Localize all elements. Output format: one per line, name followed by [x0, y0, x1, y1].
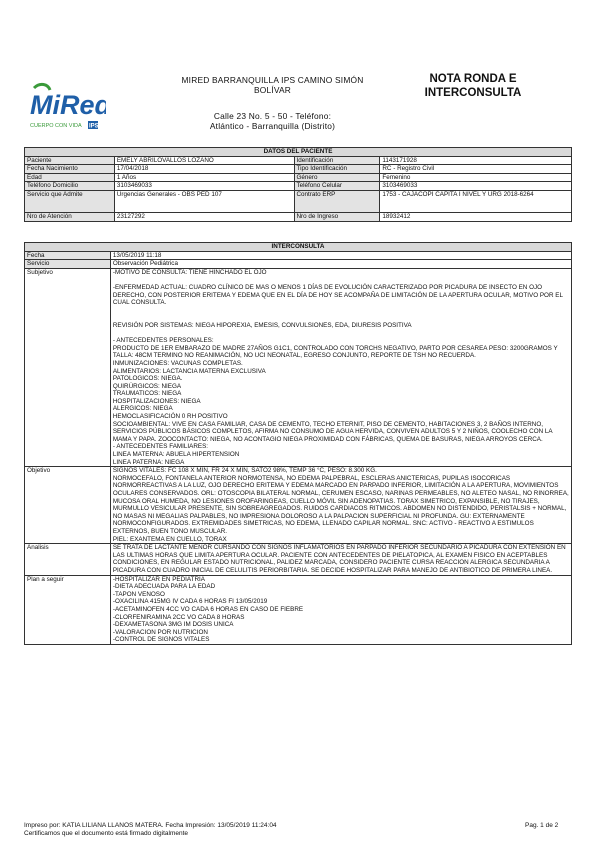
analisis-block [110, 544, 571, 575]
subjetivo-text [113, 269, 569, 466]
svg-text:MiRed: MiRed [30, 90, 106, 120]
text-line: PRODUCTO DE 1ER EMBARAZO DE MADRE 27AÑOS G1C1, CONTROLADO CON TORCHS NEGATIVO, PARTO POR CESAREA PESO: 3200GRAMOS Y TALLA: 48CM TERMINO NO REANIMACIÓN, NO UCI NEONATAL, EGRESO CONJUNTO, REPORTE DE TSH NO RECUERDA. [112, 344, 560, 360]
text-line [113, 307, 569, 315]
text-line: HOSPITALIZACIONES: NIEGA [112, 397, 201, 405]
text-line: TRAUMATICOS: NIEGA [112, 390, 182, 398]
label-analisis: Analisis [25, 544, 111, 575]
text-line: PIEL: EXANTEMA EN CUELLO, TORAX [112, 535, 227, 543]
text-line: INMUNIZACIONES: VACUNAS COMPLETAS. [112, 359, 243, 367]
text-line: -TAPON VENOSO [112, 590, 165, 598]
label-objetivo: Objetivo [25, 467, 111, 544]
text-line: SE TRATA DE LACTANTE MENOR CURSANDO CON SIGNOS INFLAMATORIOS EN PARPADO INFERIOR SECUNDARIO A PICADURA CON EXTENSIÓN EN LAS ULTIMAS HORAS QUE LIMITA APERTURA OCULAR. PACIENTE CON ANTECEDENTES DE PIELATOPICA, AL EXAMEN FISICO EN ACEPTABLES CONDICIONES, EN REGULAR ESTADO NUTRICIONAL, PALIDEZ MARCADA, CONSIDERO PACIENTE CURSA REACCION ALERGICA SECUNDARIA A PICADURA CON CUADRO INICIAL DE CELULITIS PERIORBITARIA. SE DECIDE HOSPITALIZAR PARA MANEJO DE ANTIBIOTICO DE PRIMERA LINEA. [112, 544, 568, 574]
value-telefono-celular: 3103469033 [380, 182, 572, 191]
value-tipo-identificacion: RC - Registro Civil [380, 165, 572, 174]
text-line: - ANTECEDENTES FAMILIARES: [112, 443, 209, 451]
text-line: LINEA MATERNA: ABUELA HIPERTENSION [112, 451, 240, 459]
patient-table [24, 147, 572, 222]
text-line [113, 314, 569, 322]
text-line: -HOSPITALIZAR EN PEDIATRIA [112, 575, 205, 583]
text-line: HEMOCLASIFICACIÓN 0 RH POSITIVO [112, 413, 228, 421]
text-line [113, 276, 569, 284]
value-telefono-domicilio: 3103469033 [114, 182, 294, 191]
provider-name [165, 75, 380, 96]
text-line: -CONTROL DE SIGNOS VITALES [112, 636, 210, 644]
provider-line-1: MIRED BARRANQUILLA IPS CAMINO SIMÓN [181, 75, 364, 85]
label-contrato-erp: Contrato ERP [294, 190, 380, 212]
text-line [113, 330, 569, 338]
interconsulta-section-title: INTERCONSULTA [25, 243, 572, 252]
value-servicio-admite: Urgencias Generales - OBS PED 107 [114, 190, 294, 212]
text-line: -DIETA ADECUADA PARA LA EDAD [112, 583, 216, 591]
value-edad: 1 Años [114, 173, 294, 182]
address-line-1: Calle 23 No. 5 - 50 - Teléfono: [213, 111, 332, 121]
text-line: -VALORACION POR NUTRICION [112, 628, 208, 636]
objetivo-text [113, 467, 569, 543]
svg-text:CUERPO CON VIDA: CUERPO CON VIDA [30, 123, 82, 129]
label-paciente: Paciente [25, 156, 115, 165]
text-line: LINEA PATERNA: NIEGA [112, 458, 185, 466]
page-number: Pag. 1 de 2 [525, 822, 559, 829]
label-nro-atencion: Nro de Atención [25, 212, 115, 221]
label-servicio-admite: Servicio que Admite [25, 190, 115, 212]
text-line: -MOTIVO DE CONSULTA: TIENE HINCHADO EL OJO [112, 268, 267, 276]
value-genero: Femenino [380, 173, 572, 182]
document-title [393, 73, 553, 100]
provider-address [165, 111, 380, 132]
text-line: ALERGICOS: NIEGA [112, 405, 173, 413]
label-edad: Edad [25, 173, 115, 182]
address-line-2: Atlántico - Barranquilla (Distrito) [209, 121, 336, 132]
plan-text [113, 576, 569, 644]
svg-text:IPS: IPS [89, 123, 99, 130]
label-subjetivo: Subjetivo [25, 268, 111, 466]
value-nro-ingreso: 18932412 [380, 212, 572, 221]
value-paciente: EMELY ABRILOVALLOS LOZANO [114, 156, 294, 165]
text-line: ALIMENTARIOS: LACTANCIA MATERNA EXCLUSIVA [112, 367, 266, 375]
label-genero: Género [294, 173, 380, 182]
value-servicio: Observación Pediátrica [110, 260, 571, 269]
analisis-text [113, 544, 569, 574]
text-line: -OXACILINA 415MG IV CADA 6 HORAS FI 13/05/2019 [112, 598, 268, 606]
text-line: REVISIÓN POR SISTEMAS: NIEGA HIPOREXIA, EMESIS, CONVULSIONES, EDA, DIURESIS POSITIVA [112, 321, 412, 329]
value-nro-atencion: 23127292 [114, 212, 294, 221]
label-identificacion: Identificación [294, 156, 380, 165]
patient-section-title: DATOS DEL PACIENTE [25, 148, 572, 157]
label-plan: Plan a seguir [25, 575, 111, 644]
footer-certification: Certificamos que el documento está firmado digitalmente [24, 829, 189, 837]
text-line: QUIRÚRGICOS: NIEGA [112, 382, 182, 390]
mired-logo [28, 80, 106, 142]
text-line: -DEXAMETASONA 3MG IM DOSIS UNICA [112, 621, 234, 629]
text-line: - ANTECEDENTES PERSONALES: [112, 337, 214, 345]
value-contrato-erp: 1753 - CAJACOPI CAPITA I NIVEL Y URG 2018-6264 [380, 190, 572, 212]
text-line: SOCIOAMBIENTAL: VIVE EN CASA FAMILIAR, CASA DE CEMENTO, TECHO ETERNIT, PISO DE CEMENTO, HABITACIONES 3, 2 BAÑOS INTERNO, SERVICIOS PÚBLICOS BÁSICOS COMPLETOS, AFIRMA NO CONSUMO DE AGUA HERVIDA, CONVIVEN ADULTOS 5 Y 2 NIÑOS, COOLECHO CON LA MAMA Y PAPA. ZOOCONTACTO: NIEGA, NO ACONTAGIO NIEGA PROXIMIDAD CON FÁBRICAS, QUEMA DE BASURAS, NIEGA ARROYOS CERCA. [112, 420, 554, 443]
provider-line-2: BOLÍVAR [253, 85, 292, 96]
text-line: NORMOCEFALO, FONTANELA ANTERIOR NORMOTENSA, NO EDEMA PALPEBRAL, ESCLERAS ANICTERICAS, PUPILAS ISOCORICAS NORMORREACTIVAS A LA LUZ, OJO DERECHO ERITEMA Y EDEMA MARCADO EN PARPADO INFERIOR, LIMITACIÓN A LA APERTURA, MOVIMIENTOS OCULARES CONSERVADOS. ORL: OTOSCOPIA BILATERAL NORMAL, CERUMEN ESCASO, NARINAS PERMEABLES, NO ALETEO NASAL, NO RINORREA, MUCOSA ORAL HUMEDA, NO LESIONES OROFARINGEAS, CUELLO MÓVIL SIN ADENOPATIAS. TORAX SIMETRICO, EXPANSIBLE, NO TIRAJES, MURMULLO VESICULAR PRESENTE, SIN SOBREAGREGADOS. RUIDOS CARDIACOS RITMICOS. ABDOMEN NO DISTENDIDO, PERISTALSIS + NORMAL, NO MASAS NI MEGALIAS PALPABLES, NO IMPRESIONA DOLOROSO A LA PALPACION SUPERFICIAL NI PROFUNDA. GU: EXTERNAMENTE NORMOCONFIGURADOS. EXTREMIDADES SIMETRICAS, NO EDEMA, LLENADO CAPILAR NORMAL. SNC: ACTIVO - REACTIVO A ESTIMULOS EXTERNOS, BUEN TONO MUSCULAR. [112, 474, 571, 535]
value-fecha-nacimiento: 17/04/2018 [114, 165, 294, 174]
label-nro-ingreso: Nro de Ingreso [294, 212, 380, 221]
objetivo-block [110, 467, 571, 544]
text-line: -ENFERMEDAD ACTUAL: CUADRO CLÍNICO DE MAS O MENOS 1 DÍAS DE EVOLUCIÓN CARACTERIZADO POR PICADURA DE INSECTO EN OJO DERECHO, CON POSTERIOR ERITEMA Y EDEMA QUE EN EL DÍA DE HOY SE ACOMPAÑA DE LIMITACIÓN DE LA APERTURA OCULAR, MOTIVO POR EL CUAL CONSULTA. [112, 283, 565, 307]
doc-title-line-1: NOTA RONDA E [429, 73, 517, 85]
subjetivo-block [110, 268, 571, 466]
label-fecha-nacimiento: Fecha Nacimiento [25, 165, 115, 174]
text-line: -CLORFENIRAMINA 2CC VO CADA 8 HORAS [112, 613, 245, 621]
value-identificacion: 1143171928 [380, 156, 572, 165]
text-line: PATOLOGICOS: NIEGA. [112, 375, 183, 383]
interconsulta-table [24, 242, 572, 645]
label-telefono-celular: Teléfono Celular [294, 182, 380, 191]
label-fecha: Fecha [25, 251, 111, 260]
footer-printed-by: Impreso por: KATIA LILIANA LLANOS MATERA. Fecha Impresión: 13/05/2019 11:24:04 [24, 822, 277, 829]
text-line: SIGNOS VITALES: FC 108 X MIN, FR 24 X MIN, SATO2 98%, TEMP 36 °C, PESO: 8.300 KG. [112, 467, 377, 475]
footer [24, 822, 277, 837]
label-servicio: Servicio [25, 260, 111, 269]
doc-title-line-2: INTERCONSULTA [424, 86, 522, 99]
value-fecha: 13/05/2019 11:18 [110, 251, 571, 260]
text-line: -ACETAMINOFEN 4CC VO CADA 6 HORAS EN CASO DE FIEBRE [112, 605, 304, 613]
label-tipo-identificacion: Tipo Identificación [294, 165, 380, 174]
label-telefono-domicilio: Teléfono Domicilio [25, 182, 115, 191]
plan-block [110, 575, 571, 644]
